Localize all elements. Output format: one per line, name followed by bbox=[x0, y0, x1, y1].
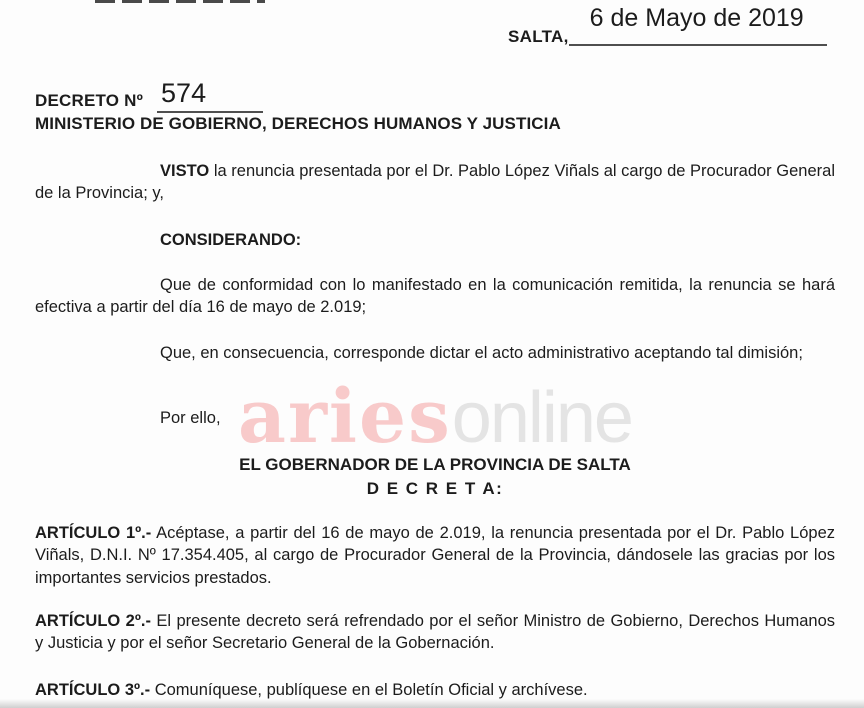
decree-number-row bbox=[35, 80, 263, 113]
date-underline bbox=[569, 6, 827, 46]
decree-number: 574 bbox=[161, 78, 207, 108]
por-ello-line: Por ello, bbox=[160, 409, 221, 427]
visto-text: la renuncia presentada por el Dr. Pablo López Viñals al cargo de Procurador General de la Provincia; y, bbox=[35, 162, 835, 203]
article-2-paragraph bbox=[35, 610, 835, 655]
watermark-online-text: online bbox=[451, 378, 632, 458]
decreta-line: D E C R E T A: bbox=[366, 478, 504, 498]
ministry-title: MINISTERIO DE GOBIERNO, DERECHOS HUMANOS Y JUSTICIA bbox=[35, 114, 561, 133]
visto-keyword: VISTO bbox=[160, 162, 210, 180]
decree-label: DECRETO Nº bbox=[35, 91, 144, 111]
article-2-text: El presente decreto será refrendado por el señor Ministro de Gobierno, Derechos Humanos y Justicia y por el señor Secretario General de la Gobernación. bbox=[35, 612, 835, 653]
cropped-text-edge bbox=[95, 0, 265, 3]
aries-online-watermark bbox=[238, 374, 632, 460]
article-3-paragraph bbox=[35, 679, 835, 701]
dateline bbox=[508, 6, 827, 46]
place-label: SALTA, bbox=[508, 27, 569, 47]
governor-line: EL GOBERNADOR DE LA PROVINCIA DE SALTA bbox=[239, 455, 631, 474]
article-3-text: Comuníquese, publíquese en el Boletín Oficial y archívese. bbox=[150, 681, 588, 699]
authority-heading bbox=[35, 453, 835, 500]
considerando-heading: CONSIDERANDO: bbox=[160, 231, 302, 249]
visto-paragraph bbox=[35, 160, 835, 205]
whereas-paragraph-2: Que, en consecuencia, corresponde dictar el acto administrativo aceptando tal dimisión; bbox=[160, 344, 803, 362]
article-1-label: ARTÍCULO 1º.- bbox=[35, 524, 152, 542]
article-3-label: ARTÍCULO 3º.- bbox=[35, 681, 151, 699]
whereas-paragraph-1: Que de conformidad con lo manifestado en la comunicación remitida, la renuncia se hará efectiva a partir del día 16 de mayo de 2.019; bbox=[35, 276, 835, 317]
article-1-text: Acéptase, a partir del 16 de mayo de 2.019, la renuncia presentada por el Dr. Pablo López Viñals, D.N.I. Nº 17.354.405, al cargo de Procurador General de la Provincia, dándosele las gracias por los importantes servicios prestados. bbox=[35, 524, 835, 587]
watermark-aries-text: aries bbox=[238, 374, 452, 460]
article-1-paragraph bbox=[35, 522, 835, 589]
article-2-label: ARTÍCULO 2º.- bbox=[35, 612, 151, 630]
decree-number-underline bbox=[157, 80, 263, 113]
date-value: 6 de Mayo de 2019 bbox=[589, 4, 804, 32]
